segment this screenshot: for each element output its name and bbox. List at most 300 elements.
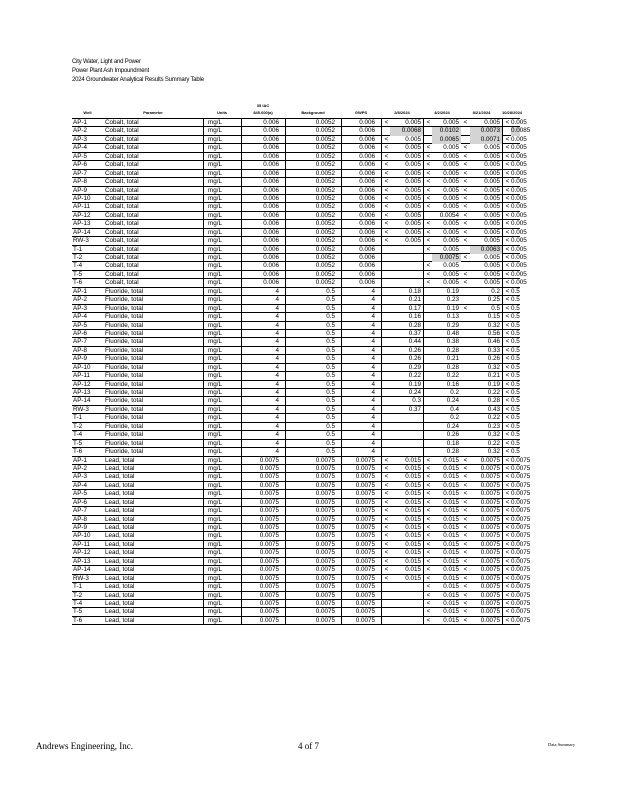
well-cell: AP-5 [73,152,87,160]
result-1-cell: 0.015 [405,464,421,472]
background-cell: 0.0052 [285,119,341,126]
result-1-cell: 0.005 [405,186,421,194]
qualifier-4-cell: < [502,583,512,590]
background-cell: 0.5 [285,288,341,295]
result-2-cell: 0.005 [443,161,459,169]
result-2-cell: 0.015 [443,507,459,515]
well-cell: AP-14 [73,566,91,574]
gwps-cell: 0.006 [341,203,381,210]
standard-cell: 4 [241,296,285,303]
result-4-cell: 0.0075 [511,583,531,591]
standard-cell: 4 [241,414,285,421]
qualifier-1-cell: < [381,178,391,185]
well-cell: AP-7 [73,338,87,346]
result-3-cell: 0.005 [484,169,500,177]
units-cell: mg/L [203,389,241,396]
parameter-cell: Cobalt, total [105,161,139,169]
qualifier-4-cell: < [502,381,512,388]
well-cell: RW-3 [73,405,89,413]
result-3-cell: 0.0075 [480,583,500,591]
well-cell: AP-2 [73,464,87,472]
result-2-cell: 0.015 [443,490,459,498]
table-row [72,540,531,549]
standard-cell: 0.0075 [241,507,285,514]
standard-cell: 4 [241,423,285,430]
parameter-cell: Cobalt, total [105,119,139,126]
qualifier-1-cell: < [381,516,391,523]
qualifier-4-cell: < [502,195,512,202]
results-table [72,119,531,625]
result-4-cell: 0.0075 [511,566,531,574]
well-cell: AP-6 [73,329,87,337]
units-cell: mg/L [203,355,241,362]
units-cell: mg/L [203,322,241,329]
units-cell: mg/L [203,296,241,303]
background-cell: 0.0052 [285,127,341,134]
standard-cell: 0.0075 [241,482,285,489]
qualifier-2-cell: < [423,144,433,151]
qualifier-2-cell: < [423,482,433,489]
result-2-cell: 0.005 [443,119,459,126]
result-3-cell: 0.0075 [480,549,500,557]
background-cell: 0.0075 [285,549,341,556]
table-row [72,524,531,532]
standard-cell: 0.0075 [241,473,285,480]
qualifier-4-cell: < [502,499,512,506]
units-cell: mg/L [203,170,241,177]
table-row [72,406,520,414]
units-cell: mg/L [203,549,241,556]
result-4-cell: 0.005 [511,254,527,261]
result-1-cell: 0.18 [408,287,421,295]
standard-cell: 0.006 [241,144,285,151]
units-cell: mg/L [203,406,241,413]
result-2-cell: 0.13 [446,313,459,321]
standard-cell: 0.006 [241,229,285,236]
result-4-cell: 0.5 [511,287,520,295]
standard-cell: 0.006 [241,212,285,219]
result-4-cell: 0.005 [511,161,527,169]
units-cell: mg/L [203,507,241,514]
qualifier-4-cell: < [502,203,512,210]
gwps-cell: 4 [341,406,381,413]
qualifier-4-cell: < [502,600,512,607]
table-row [72,616,531,625]
result-1-cell: 0.19 [408,380,421,388]
standard-cell: 0.006 [241,262,285,269]
gwps-cell: 0.006 [341,187,381,194]
units-cell: mg/L [203,279,241,286]
well-cell: AP-1 [73,287,87,295]
qualifier-4-cell: < [502,347,512,354]
units-cell: mg/L [203,347,241,354]
result-1-cell: 0.005 [405,194,421,202]
standard-cell: 4 [241,313,285,320]
table-row [72,355,520,363]
table-row [72,194,527,203]
background-cell: 0.5 [285,406,341,413]
background-cell: 0.0052 [285,212,341,219]
gwps-cell: 0.006 [341,161,381,168]
standard-cell: 4 [241,440,285,447]
parameter-cell: Lead, total [105,532,135,540]
result-2-cell: 0.4 [450,405,459,413]
result-1-cell: 0.005 [405,144,421,152]
col-gwps: GWPS [354,110,368,115]
result-3-cell: 0.21 [487,372,500,380]
gwps-cell: 0.0075 [341,473,381,480]
units-cell: mg/L [203,583,241,590]
qualifier-4-cell: < [502,516,512,523]
well-cell: T-6 [73,279,83,287]
parameter-cell: Cobalt, total [105,245,139,253]
qualifier-2-cell: < [423,516,433,523]
well-cell: AP-10 [73,194,91,202]
table-row [72,532,531,540]
background-cell: 0.0075 [285,541,341,548]
well-cell: T-5 [73,270,83,278]
well-cell: AP-7 [73,507,87,515]
table-row [72,473,531,481]
background-cell: 0.0052 [285,170,341,177]
result-3-cell: 0.005 [484,237,500,245]
parameter-cell: Fluoride, total [105,296,144,304]
result-4-cell: 0.5 [511,397,520,405]
qualifier-4-cell: < [502,457,512,464]
result-4-cell: 0.5 [511,296,520,304]
result-2-cell: 0.005 [443,237,459,245]
qualifier-2-cell: < [423,583,433,590]
well-cell: AP-8 [73,178,87,186]
background-cell: 0.0075 [285,465,341,472]
qualifier-1-cell: < [381,119,391,126]
result-3-cell: 0.22 [487,439,500,447]
gwps-cell: 0.0075 [341,549,381,556]
standard-cell: 0.0075 [241,516,285,523]
qualifier-3-cell: < [463,583,468,591]
result-4-cell: 0.0075 [511,532,531,540]
units-cell: mg/L [203,288,241,295]
background-cell: 0.5 [285,338,341,345]
col-background: Background [301,110,325,115]
units-cell: mg/L [203,414,241,421]
result-4-cell: 0.0075 [511,464,531,472]
result-3-cell: 0.005 [484,228,500,236]
standard-cell: 4 [241,372,285,379]
background-cell: 0.0052 [285,203,341,210]
gwps-cell: 4 [341,364,381,371]
well-cell: AP-6 [73,161,87,169]
result-1-cell: 0.44 [408,338,421,346]
standard-cell: 0.0075 [241,541,285,548]
qualifier-4-cell: < [502,220,512,227]
gwps-cell: 0.0075 [341,558,381,565]
result-1-cell: 0.005 [405,228,421,236]
qualifier-4-cell: < [502,592,512,599]
result-3-cell: 0.0075 [480,591,500,599]
well-cell: T-4 [73,431,83,439]
units-cell: mg/L [203,600,241,607]
units-cell: mg/L [203,330,241,337]
qualifier-1-cell [381,608,391,615]
background-cell: 0.5 [285,313,341,320]
parameter-cell: Fluoride, total [105,448,144,456]
well-cell: AP-11 [73,372,91,380]
result-3-cell: 0.005 [484,220,500,228]
qualifier-2-cell: < [423,592,433,599]
gwps-cell: 0.0075 [341,516,381,523]
gwps-cell: 4 [341,440,381,447]
parameter-cell: Fluoride, total [105,405,144,413]
result-3-cell: 0.0075 [480,464,500,472]
well-cell: AP-1 [73,456,87,464]
gwps-cell: 0.0075 [341,465,381,472]
gwps-cell: 0.006 [341,271,381,278]
qualifier-3-cell: < [463,507,468,515]
qualifier-2-cell: < [423,262,433,269]
qualifier-2-cell: < [423,170,433,177]
result-3-cell: 0.19 [487,380,500,388]
gwps-cell: 0.0075 [341,617,381,624]
qualifier-4-cell: < [502,448,512,455]
table-row [72,330,520,338]
result-3-cell: 0.0075 [480,599,500,607]
qualifier-1-cell [381,592,391,599]
well-cell: T-1 [73,583,83,591]
result-3-cell: 0.46 [487,338,500,346]
background-cell: 0.5 [285,305,341,312]
background-cell: 0.0075 [285,524,341,531]
result-4-cell: 0.0085 [511,127,531,135]
col-lsr-top: 35 IAC [256,103,270,108]
result-3-cell: 0.005 [484,203,500,211]
result-4-cell: 0.0075 [511,616,531,624]
result-4-cell: 0.005 [511,119,527,126]
qualifier-1-cell [381,262,391,269]
qualifier-1-cell: < [381,558,391,565]
qualifier-1-cell: < [381,136,391,143]
qualifier-4-cell: < [502,406,512,413]
result-3-cell: 0.23 [487,422,500,430]
qualifier-2-cell: < [423,532,433,539]
result-4-cell: 0.005 [511,152,527,160]
well-cell: T-2 [73,254,83,261]
background-cell: 0.0075 [285,473,341,480]
background-cell: 0.0075 [285,516,341,523]
result-4-cell: 0.005 [511,178,527,186]
gwps-cell: 0.006 [341,153,381,160]
result-3-cell: 0.32 [487,431,500,439]
well-cell: T-5 [73,608,83,616]
parameter-cell: Lead, total [105,583,135,591]
standard-cell: 0.006 [241,254,285,261]
qualifier-4-cell: < [502,389,512,396]
qualifier-4-cell: < [502,178,512,185]
result-2-cell: 0.005 [443,203,459,211]
table-row [72,347,520,355]
qualifier-2-cell: < [423,220,433,227]
parameter-cell: Cobalt, total [105,194,139,202]
well-cell: AP-8 [73,346,87,354]
well-cell: AP-12 [73,549,91,557]
result-2-cell: 0.28 [446,346,459,354]
result-1-cell: 0.37 [408,329,421,337]
parameter-cell: Lead, total [105,498,135,506]
standard-cell: 0.0075 [241,490,285,497]
result-1-cell: 0.015 [405,566,421,574]
units-cell: mg/L [203,397,241,404]
parameter-cell: Cobalt, total [105,135,139,143]
result-1-cell: 0.005 [405,211,421,219]
result-3-cell: 0.0075 [480,490,500,498]
standard-cell: 0.0075 [241,499,285,506]
gwps-cell: 0.0075 [341,457,381,464]
table-row [72,144,527,152]
result-3-cell: 0.28 [487,397,500,405]
report-title-site: Power Plant Ash Impoundment [72,68,149,74]
gwps-cell: 0.0075 [341,532,381,539]
units-cell: mg/L [203,608,241,615]
standard-cell: 4 [241,448,285,455]
result-3-cell: 0.32 [487,321,500,329]
result-1-cell: 0.005 [405,237,421,245]
qualifier-1-cell [381,271,391,278]
qualifier-1-cell: < [381,541,391,548]
result-4-cell: 0.5 [511,313,520,321]
result-2-cell: 0.015 [443,515,459,523]
qualifier-3-cell: < [463,490,468,498]
well-cell: AP-8 [73,515,87,523]
qualifier-2-cell: < [423,246,433,253]
background-cell: 0.5 [285,364,341,371]
qualifier-4-cell: < [502,237,512,244]
result-3-cell: 0.0075 [480,566,500,574]
result-2-cell: 0.26 [446,431,459,439]
qualifier-4-cell: < [502,372,512,379]
result-1-cell: 0.3 [412,397,421,405]
well-cell: AP-5 [73,490,87,498]
result-1-cell: 0.005 [405,169,421,177]
qualifier-4-cell: < [502,524,512,531]
result-4-cell: 0.5 [511,329,520,337]
units-cell: mg/L [203,372,241,379]
result-4-cell: 0.005 [511,211,527,219]
qualifier-3-cell: < [463,524,468,531]
units-cell: mg/L [203,473,241,480]
result-4-cell: 0.0075 [511,557,531,565]
standard-cell: 4 [241,305,285,312]
well-cell: AP-11 [73,540,91,548]
qualifier-4-cell: < [502,144,512,151]
standard-cell: 0.006 [241,220,285,227]
result-2-cell: 0.24 [446,422,459,430]
result-1-cell: 0.015 [405,490,421,498]
qualifier-4-cell: < [502,161,512,168]
standard-cell: 0.006 [241,187,285,194]
result-4-cell: 0.5 [511,380,520,388]
result-4-cell: 0.5 [511,304,520,312]
standard-cell: 4 [241,406,285,413]
parameter-cell: Cobalt, total [105,220,139,228]
qualifier-4-cell: < [502,305,512,312]
qualifier-1-cell: < [381,482,391,489]
well-cell: AP-2 [73,127,87,135]
result-3-cell: 0.0071 [470,136,502,144]
parameter-cell: Lead, total [105,574,135,582]
table-row [72,127,531,135]
table-row [72,557,531,566]
result-4-cell: 0.005 [511,203,527,211]
standard-cell: 0.0075 [241,583,285,590]
result-4-cell: 0.0075 [511,524,531,531]
qualifier-3-cell: < [463,279,468,287]
table-row [72,498,531,507]
qualifier-4-cell: < [502,532,512,539]
result-3-cell: 0.2 [491,287,500,295]
gwps-cell: 4 [341,347,381,354]
result-3-cell: 0.0075 [480,532,500,540]
result-1-cell: 0.24 [408,389,421,396]
column-header-row [72,100,523,119]
background-cell: 0.0075 [285,490,341,497]
qualifier-4-cell: < [502,397,512,404]
units-cell: mg/L [203,178,241,185]
standard-cell: 0.006 [241,279,285,286]
standard-cell: 0.0075 [241,457,285,464]
qualifier-3-cell: < [463,237,468,245]
parameter-cell: Cobalt, total [105,127,139,135]
gwps-cell: 4 [341,322,381,329]
units-cell: mg/L [203,254,241,261]
background-cell: 0.0052 [285,220,341,227]
result-2-cell: 0.015 [443,498,459,506]
result-1-cell: 0.29 [408,363,421,371]
gwps-cell: 0.0075 [341,583,381,590]
qualifier-2-cell: < [423,237,433,244]
gwps-cell: 0.006 [341,178,381,185]
result-2-cell: 0.005 [443,178,459,186]
qualifier-2-cell: < [423,617,433,624]
result-2-cell: 0.015 [443,599,459,607]
col-date-4: 10/28/2024 [502,110,523,115]
gwps-cell: 4 [341,313,381,320]
standard-cell: 0.006 [241,153,285,160]
well-cell: AP-12 [73,211,91,219]
table-row [72,448,520,456]
background-cell: 0.5 [285,440,341,447]
qualifier-3-cell: < [463,152,468,160]
result-2-cell: 0.015 [443,574,459,582]
result-3-cell: 0.0075 [480,473,500,481]
qualifier-4-cell: < [502,507,512,514]
result-2-cell: 0.005 [443,144,459,152]
qualifier-4-cell: < [502,549,512,556]
gwps-cell: 0.006 [341,127,381,134]
table-row [72,313,520,321]
standard-cell: 4 [241,330,285,337]
background-cell: 0.0052 [285,153,341,160]
result-2-cell: 0.015 [443,616,459,624]
standard-cell: 0.006 [241,136,285,143]
standard-cell: 0.0075 [241,575,285,582]
result-2-cell: 0.29 [446,321,459,329]
result-3-cell: 0.005 [484,178,500,186]
table-row [72,152,527,161]
qualifier-1-cell: < [381,507,391,514]
result-3-cell: 0.32 [487,363,500,371]
standard-cell: 0.006 [241,203,285,210]
standard-cell: 0.0075 [241,524,285,531]
